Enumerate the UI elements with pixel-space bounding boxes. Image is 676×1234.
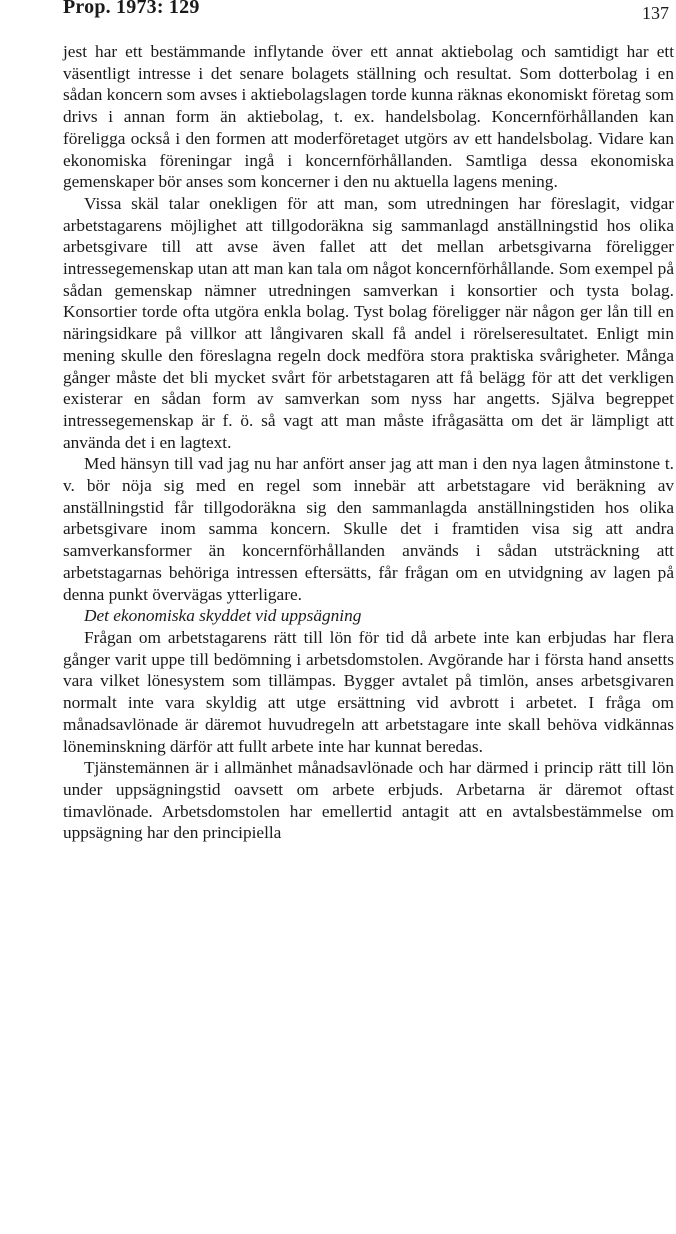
page-header [63,0,669,28]
paragraph: Med hänsyn till vad jag nu har anfört anser jag att man i den nya lagen åtminstone t. v. bör nöja sig med en regel som innebär att arbetstagare vid beräkning av anställningstid får tillgodoräkna sig den sammanlagda anställningstiden hos olika arbetsgivare inom samma koncern. Skulle det i framtiden visa sig att andra samverkansformer än koncernförhållanden används i sådan utsträckning att arbetstagarnas behöriga intressen eftersätts, får frågan om en utvidgning av lagen på denna punkt övervägas ytterligare. [63,454,674,604]
paragraph: Tjänstemännen är i allmänhet månadsavlönade och har därmed i princip rätt till lön under uppsägningstid oavsett om arbete erbjuds. Arbetarna är däremot oftast timavlönade. Arbetsdomstolen har emellertid antagit att en avtalsbestämmelse om uppsägning har den principiella [63,758,674,843]
page-body [63,41,674,844]
document-reference: Prop. 1973: 129 [63,0,200,18]
page-number: 137 [642,3,669,23]
section-heading: Det ekonomiska skyddet vid uppsägning [84,606,362,626]
paragraph: Frågan om arbetstagarens rätt till lön för tid då arbete inte kan erbjudas har flera gånger varit uppe till bedömning i arbetsdomstolen. Avgörande har i första hand ansetts vara vilket lönesystem som tillämpas. Bygger avtalet på timlön, anses arbetsgivaren normalt inte vara skyldig att utge ersättning vid avbrott i arbetet. I fråga om månadsavlönade är däremot huvudregeln att arbetstagare inte skall behöva vidkännas löneminskning därför att fullt arbete inte har kunnat beredas. [63,627,674,756]
paragraph-continuation: jest har ett bestämmande inflytande över ett annat aktiebolag och samtidigt har ett väsentligt intresse i det senare bolagets ställning och resultat. Som dotterbolag i en sådan koncern som avses i aktiebolagslagen torde kunna räknas ekonomiskt företag som drivs i annan form än aktiebolag, t. ex. handelsbolag. Koncernförhållanden kan föreligga också i den formen att moderföretaget utgörs av ett handelsbolag. Vidare kan ekonomiska föreningar ingå i koncernförhållanden. Samtliga dessa ekonomiska gemenskaper bör anses som koncerner i den nu aktuella lagens mening. [63,42,674,192]
paragraph: Vissa skäl talar onekligen för att man, som utredningen har föreslagit, vidgar arbetstagarens möjlighet att tillgodoräkna sig sammanlagd anställningstid hos olika arbetsgivare till att avse även fallet att det mellan arbetsgivarna föreligger intressegemenskap utan att man kan tala om något koncernförhållande. Som exempel på sådan gemenskap nämner utredningen samverkan i konsortier och tysta bolag. Konsortier torde ofta utgöra enkla bolag. Tyst bolag föreligger när någon ger lån till en näringsidkare på villkor att långivaren skall få andel i rörelseresultatet. Enligt min mening skulle den föreslagna regeln dock medföra stora praktiska svårigheter. Många gånger måste det bli mycket svårt för arbetstagaren att få belägg för att det verkligen existerar en sådan form av samverkan som nyss har angetts. Själva begreppet intressegemenskap är f. ö. så vagt att man måste ifrågasätta om det är lämpligt att använda det i en lagtext. [63,193,674,452]
